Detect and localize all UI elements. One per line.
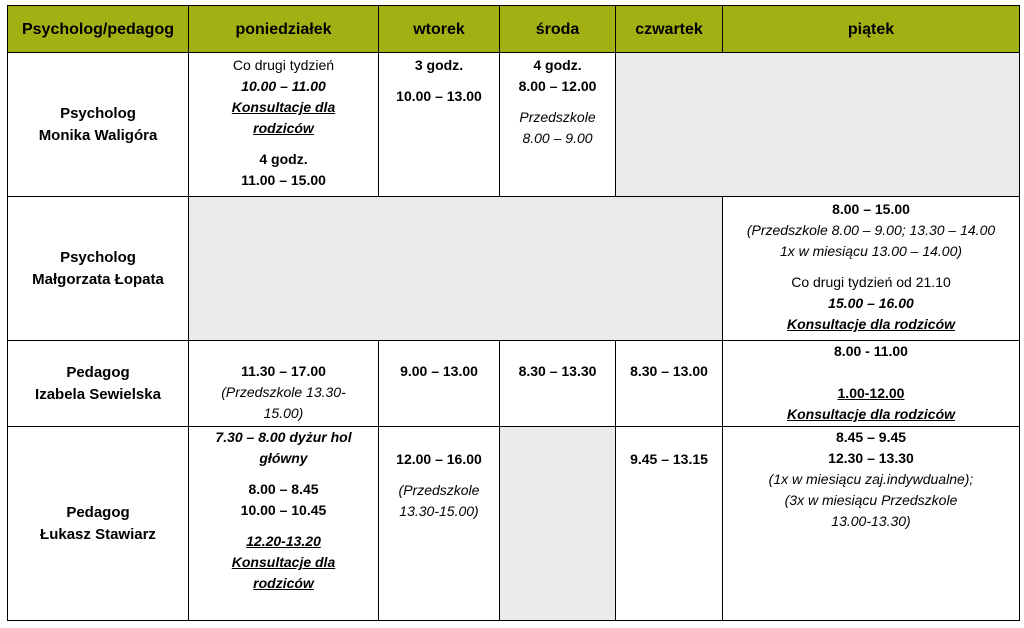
consultation-label: rodziców [253, 120, 314, 136]
schedule-time: 15.00 – 16.00 [828, 295, 914, 311]
schedule-note: (1x w miesiącu zaj.indywdualne); [768, 471, 974, 487]
consultation-label: Konsultacje dla rodziców [786, 406, 956, 422]
schedule-time: 8.00 – 15.00 [832, 201, 910, 217]
consultation-time: 1.00-12.00 [837, 385, 905, 401]
schedule-note: 8.00 – 9.00 [522, 130, 593, 146]
duty-time: 7.30 – 8.00 dyżur hol [215, 429, 352, 445]
schedule-time: 11.00 – 15.00 [241, 172, 326, 188]
schedule-time: 9.45 – 13.15 [630, 451, 708, 467]
consultation-time: 12.20-13.20 [246, 533, 321, 549]
schedule-table-wrapper [7, 5, 1020, 621]
role-label: Pedagog [66, 363, 130, 381]
cell-lopata-friday [723, 197, 1020, 341]
schedule-time: 10.00 – 10.45 [240, 502, 327, 518]
cell-sewielska-monday [189, 341, 379, 427]
table-row-stawiarz [8, 427, 1020, 621]
cell-stawiarz-tuesday [379, 427, 500, 621]
schedule-note: (Przedszkole [398, 482, 480, 498]
schedule-hours: 3 godz. [414, 57, 464, 73]
cell-waligora-empty [616, 53, 1020, 197]
person-name: Monika Waligóra [38, 126, 158, 144]
schedule-note: (Przedszkole 13.30- [221, 384, 346, 400]
schedule-time: 8.45 – 9.45 [835, 429, 907, 445]
schedule-text: Co drugi tydzień od 21.10 [791, 274, 951, 290]
schedule-time: 12.30 – 13.30 [828, 450, 914, 466]
cell-waligora-monday [189, 53, 379, 197]
cell-stawiarz-thursday [616, 427, 723, 621]
schedule-time: 8.30 – 13.00 [630, 363, 708, 379]
cell-stawiarz-friday [723, 427, 1020, 621]
schedule-hours: 4 godz. [533, 57, 582, 73]
schedule-note: 15.00) [263, 405, 304, 421]
header-thursday: czwartek [616, 6, 723, 53]
table-row-lopata [8, 197, 1020, 341]
role-label: Pedagog [66, 503, 130, 521]
schedule-note: 13.00-13.30) [831, 513, 911, 529]
header-monday: poniedziałek [189, 6, 379, 53]
schedule-note: 1x w miesiącu 13.00 – 14.00) [779, 243, 963, 259]
cell-lopata-empty [189, 197, 723, 341]
consultation-label: Konsultacje dla [231, 554, 336, 570]
schedule-time: 10.00 – 11.00 [241, 78, 326, 94]
cell-sewielska-wednesday [500, 341, 616, 427]
schedule-note: Przedszkole [519, 109, 596, 125]
name-cell-lopata [8, 197, 189, 341]
schedule-note: 13.30-15.00) [399, 503, 479, 519]
table-row-sewielska [8, 341, 1020, 427]
schedule-time: 12.00 – 16.00 [396, 451, 482, 467]
consultation-label: rodziców [253, 575, 314, 591]
schedule-time: 11.30 – 17.00 [241, 363, 326, 379]
schedule-time: 8.30 – 13.30 [518, 363, 597, 379]
cell-waligora-wednesday [500, 53, 616, 197]
header-psycholog-pedagog: Psycholog/pedagog [8, 6, 189, 53]
cell-stawiarz-wednesday-empty [500, 427, 616, 621]
header-wednesday: środa [500, 6, 616, 53]
person-name: Małgorzata Łopata [32, 270, 164, 288]
header-friday: piątek [723, 6, 1020, 53]
schedule-note: (Przedszkole 8.00 – 9.00; 13.30 – 14.00 [746, 222, 996, 238]
consultation-label: Konsultacje dla rodziców [786, 316, 956, 332]
person-name: Izabela Sewielska [35, 385, 161, 403]
name-cell-waligora [8, 53, 189, 197]
schedule-time: 8.00 – 12.00 [518, 78, 597, 94]
schedule-text: Co drugi tydzień [232, 57, 335, 73]
header-row [8, 6, 1020, 53]
table-row-waligora [8, 53, 1020, 197]
duty-place: główny [259, 450, 308, 466]
header-tuesday: wtorek [379, 6, 500, 53]
cell-sewielska-thursday [616, 341, 723, 427]
role-label: Psycholog [60, 104, 136, 122]
schedule-time: 8.00 - 11.00 [834, 343, 908, 359]
cell-sewielska-tuesday [379, 341, 500, 427]
cell-waligora-tuesday [379, 53, 500, 197]
schedule-time: 9.00 – 13.00 [400, 363, 478, 379]
schedule-time: 8.00 – 8.45 [248, 481, 319, 497]
schedule-table [7, 5, 1020, 621]
schedule-note: (3x w miesiącu Przedszkole [784, 492, 958, 508]
cell-stawiarz-monday [189, 427, 379, 621]
name-cell-stawiarz [8, 427, 189, 621]
name-cell-sewielska [8, 341, 189, 427]
schedule-time: 10.00 – 13.00 [396, 88, 482, 104]
cell-sewielska-friday [723, 341, 1020, 427]
schedule-hours: 4 godz. [259, 151, 308, 167]
role-label: Psycholog [60, 248, 136, 266]
consultation-label: Konsultacje dla [231, 99, 336, 115]
person-name: Łukasz Stawiarz [40, 525, 156, 543]
